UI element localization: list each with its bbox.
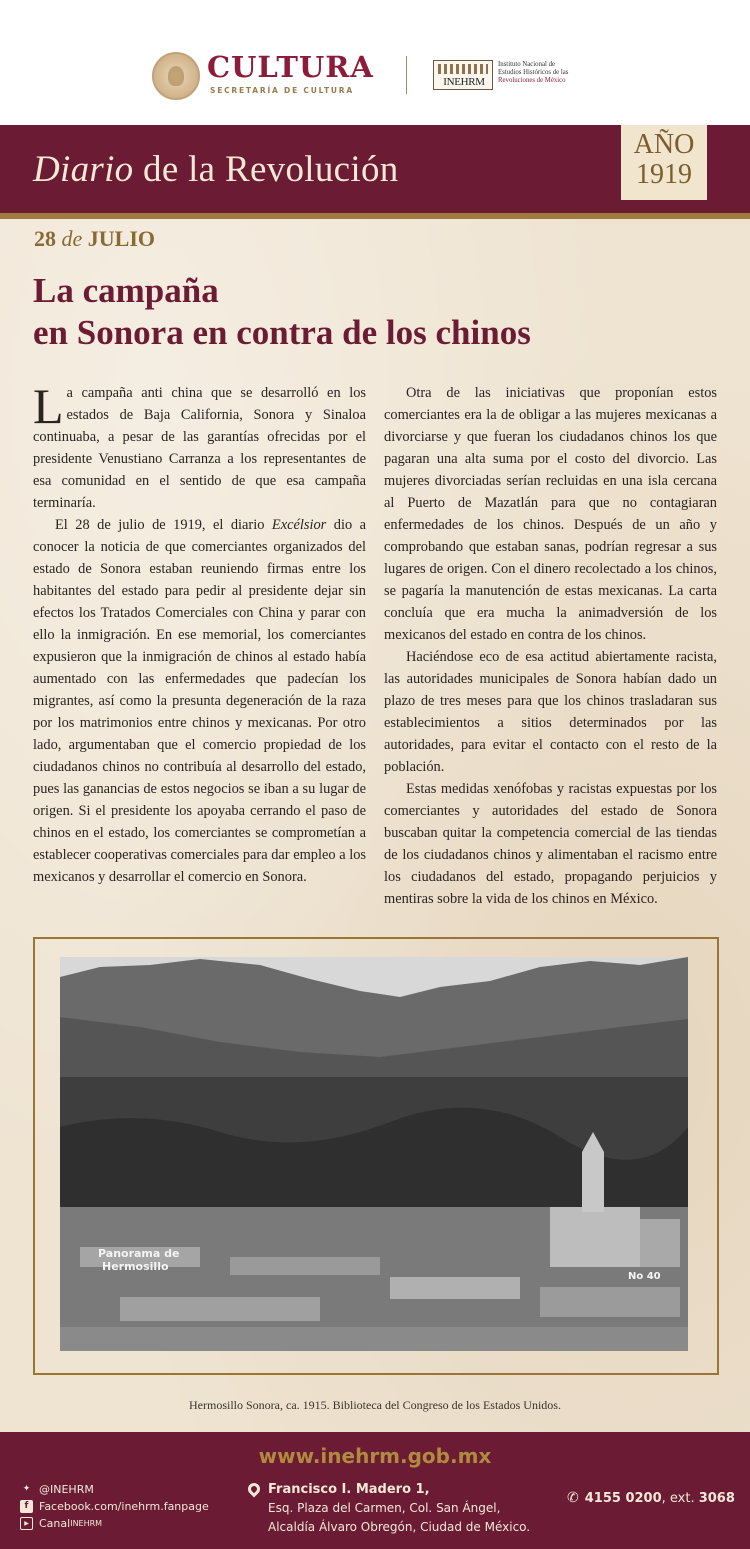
series-title-rest: de la Revolución (133, 149, 399, 190)
phone-contact[interactable] (567, 1490, 735, 1506)
photo-street (60, 1327, 688, 1351)
twitter-icon: ✦ (22, 1484, 31, 1494)
inehrm-desc-line: Estudios Históricos de las (498, 69, 569, 76)
paragraph-text: El 28 de julio de 1919, el diario (55, 517, 272, 533)
address-line: Esq. Plaza del Carmen, Col. San Ángel, (268, 1501, 501, 1515)
series-title-italic: Diario (33, 149, 134, 190)
youtube-icon: ▶ (20, 1517, 33, 1530)
paragraph (33, 514, 366, 888)
photo-caption: Hermosillo Sonora, ca. 1915. Biblioteca del Congreso de los Estados Unidos. (189, 1398, 561, 1412)
facebook-url: Facebook.com/inehrm.fanpage (39, 1500, 209, 1513)
inehrm-building-icon (438, 64, 488, 74)
year-badge (621, 125, 707, 200)
date-de: de (61, 226, 83, 251)
youtube-prefix: Canal (39, 1517, 71, 1530)
facebook-icon: f (20, 1500, 33, 1513)
newspaper-name: Excélsior (271, 517, 327, 533)
photo-illustration (60, 957, 688, 1351)
photo-bell-tower (582, 1152, 604, 1212)
top-header (0, 0, 750, 125)
phone-ext-label: , ext. (661, 1491, 699, 1506)
inehrm-description (498, 61, 598, 85)
cultura-logo-title: CULTURA (207, 50, 374, 84)
paragraph: Estas medidas xenófobas y racistas expuestas por los comerciantes y autoridades del estado de Sonora buscaban quitar la competencia comercial de las tiendas de los ciudadanos chinos y alimentaban el racismo entre los ciudadanos del estado, propagando perjuicios y mentiras sobre la vida de los chinos en México. (384, 781, 717, 907)
photo-roof (120, 1297, 320, 1321)
photo-roof (540, 1287, 680, 1317)
inehrm-logo (433, 60, 493, 90)
photo-roof (390, 1277, 520, 1299)
inehrm-logo-text: INEHRM (443, 76, 485, 88)
photo-cathedral (550, 1207, 640, 1267)
youtube-link[interactable] (20, 1515, 209, 1532)
youtube-name: INEHRM (70, 1519, 103, 1528)
inehrm-desc-line: Revoluciones de México (498, 77, 566, 84)
paragraph: Otra de las iniciativas que proponían estos comerciantes era la de obligar a las mujeres mexicanas a divorciarse y que fueran los ciudadanos chinos los que pagaran una alta suma por el costo del divorcio. Las mujeres divorciadas serían recluidas en una isla cercana al Puerto de Mazatlán para que no contagiaran enfermedades de los chinos. Después de un año y comprobando que estaban sanas, podrían regresar a sus lugares de origen. Con el dinero recolectado a los chinos, se pagaría la manutención de estas mexicanas. La carta concluía que era mucha la animadversión de los mexicanos del estado en contra de los chinos. (384, 385, 717, 643)
photo-inscription: Hermosillo (102, 1260, 169, 1273)
address-line: Alcaldía Álvaro Obregón, Ciudad de México. (268, 1520, 531, 1534)
phone-number: 4155 0200 (584, 1491, 662, 1506)
website-link[interactable]: www.inehrm.gob.mx (258, 1444, 492, 1468)
cultura-logo-subtitle: SECRETARÍA DE CULTURA (210, 86, 354, 95)
address (268, 1480, 530, 1537)
paragraph-text: a campaña anti china que se desarrolló en los estados de Baja California, Sonora y Sinaloa continuaba, a pesar de las garantías ofrecidas por el presidente Venustiano Carranza a los representantes de esa comunidad en el sentido de que esa campaña terminaría. (33, 385, 366, 511)
article-date (34, 226, 155, 252)
year-value: 1919 (636, 159, 692, 190)
facebook-link[interactable] (20, 1498, 209, 1515)
article-headline (33, 270, 723, 354)
paragraph-text: dio a conocer la noticia de que comerciantes organizados del estado de Sonora estaban reuniendo firmas entre los habitantes del estado para pedir al presidente dejar sin efectos los Tratados Comerciales con China y parar con ello la inmigración. En ese memorial, los comerciantes expusieron que la inmigración de chinos al estado había aumentado con las enfermedades que padecían los migrantes, así como la presunta degeneración de la raza por los matrimonios entre chinos y mexicanas. Por otro lado, argumentaban que el comercio propiedad de los ciudadanos chinos no contribuía al desarrollo del estado, pues las ganancias de estos negocios se iban a su lugar de origen. Si el presidente los apoyaba cerrando el paso de chinos en el estado, los comerciantes se comprometían a establecer cooperativas comerciales para dar empleo a los mexicanos y desarrollar el comercio en Sonora. (33, 517, 366, 885)
photo-roof (230, 1257, 380, 1275)
year-label: AÑO (633, 129, 695, 160)
article-column-left (33, 378, 366, 888)
twitter-link[interactable] (20, 1481, 209, 1498)
phone-icon: ✆ (567, 1490, 579, 1506)
article-column-right (384, 382, 717, 910)
social-links (20, 1481, 209, 1532)
date-day: 28 (34, 226, 56, 251)
photo-number: No 40 (628, 1271, 661, 1282)
drop-cap: L (33, 378, 64, 434)
series-title (33, 148, 399, 191)
historic-photo (60, 957, 688, 1351)
photo-chapel (640, 1219, 680, 1267)
photo-inscription: Panorama de (98, 1247, 180, 1260)
paragraph: Haciéndose eco de esa actitud abiertamente racista, las autoridades municipales de Sonora habían dado un plazo de tres meses para que los chinos trasladaran sus establecimientos a sitios determinados por las autoridades, para evitar el contacto con el resto de la población. (384, 649, 717, 775)
phone-ext: 3068 (698, 1491, 735, 1506)
date-month: JULIO (87, 226, 156, 251)
address-name: Francisco I. Madero 1, (268, 1482, 430, 1497)
logo-divider (406, 56, 407, 94)
twitter-handle: @INEHRM (39, 1483, 94, 1496)
paragraph (33, 378, 366, 514)
national-seal-icon (152, 52, 200, 100)
headline-line: La campaña (33, 271, 219, 310)
headline-line: en Sonora en contra de los chinos (33, 313, 531, 352)
inehrm-desc-line: Instituto Nacional de (498, 61, 556, 68)
